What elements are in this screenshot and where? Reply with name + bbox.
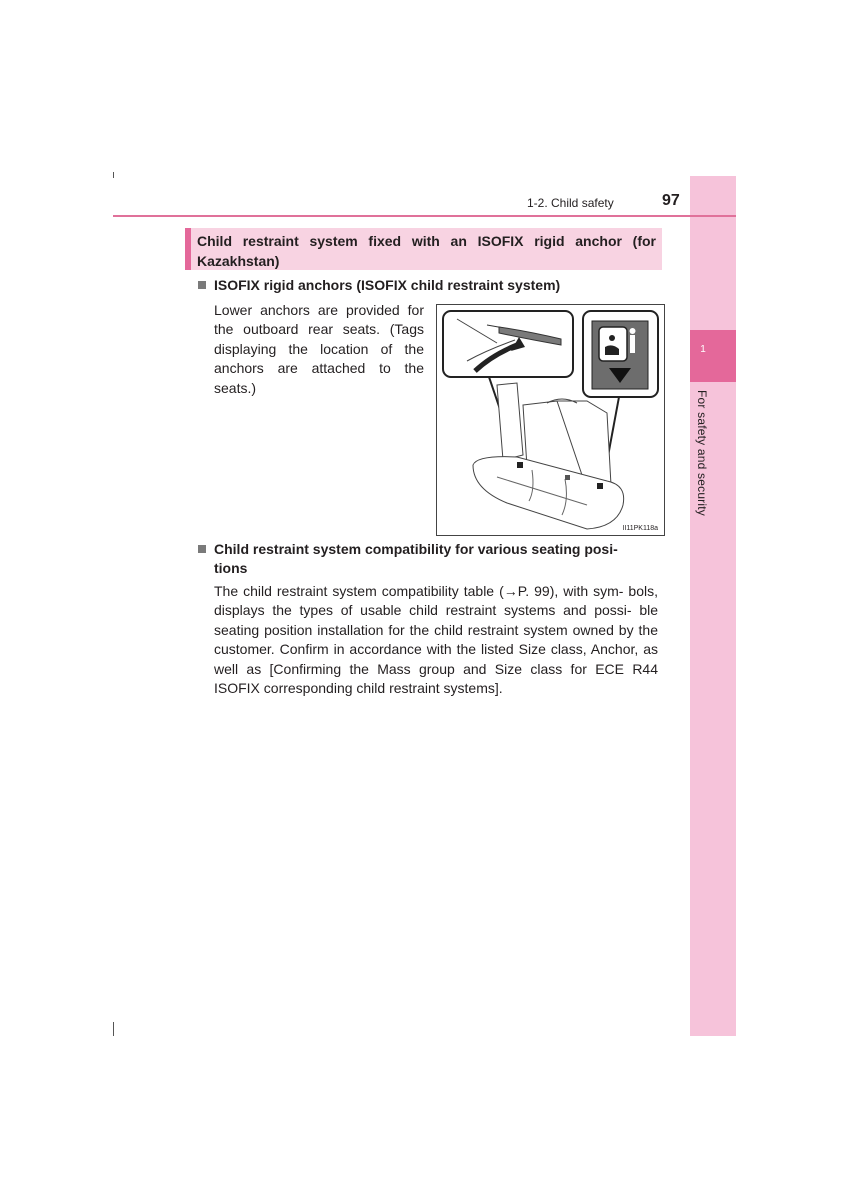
subheading-isofix-anchors — [198, 276, 560, 295]
subheading-compatibility-cont — [214, 559, 247, 578]
chapter-tab-active[interactable] — [690, 330, 736, 382]
subheading-text: tions — [214, 560, 248, 576]
figure-code: II11PK118a — [622, 525, 658, 532]
subheading-text: Child restraint system compatibility for various seating posi- — [214, 541, 618, 557]
compatibility-description: The child restraint system compatibility table (→P. 99), with sym- bols, displays the types of usable child restraint systems and possi- ble seating position installation for the child restraint system owned by the customer. Confirm in accordance with the listed Size class, Anchor, as well as [Confirming the Mass group and Size class for ECE R44 ISOFIX corresponding child restraint systems]. — [214, 583, 658, 697]
rear-seat-drawing — [437, 305, 664, 535]
page-number: 97 — [662, 192, 680, 209]
seat-anchor-illustration — [436, 304, 665, 536]
chapter-label: For safety and security — [695, 390, 709, 516]
subheading-text: ISOFIX rigid anchors (ISOFIX child restraint system) — [214, 277, 561, 293]
header-rule — [113, 215, 736, 217]
section-label: 1-2. Child safety — [527, 196, 614, 210]
crop-mark — [113, 1022, 114, 1036]
square-bullet-icon — [198, 281, 206, 289]
crop-mark — [113, 172, 114, 178]
square-bullet-icon — [198, 545, 206, 553]
chapter-side-tab — [690, 176, 736, 1036]
anchors-description: Lower anchors are provided for the outboard rear seats. (Tags displaying the location of the anchors are attached to the seats.) — [214, 302, 424, 396]
section-title: Child restraint system fixed with an ISOFIX rigid anchor (for Kazakhstan) — [185, 228, 662, 270]
subheading-compatibility — [198, 540, 618, 559]
chapter-number: 1 — [700, 344, 706, 355]
